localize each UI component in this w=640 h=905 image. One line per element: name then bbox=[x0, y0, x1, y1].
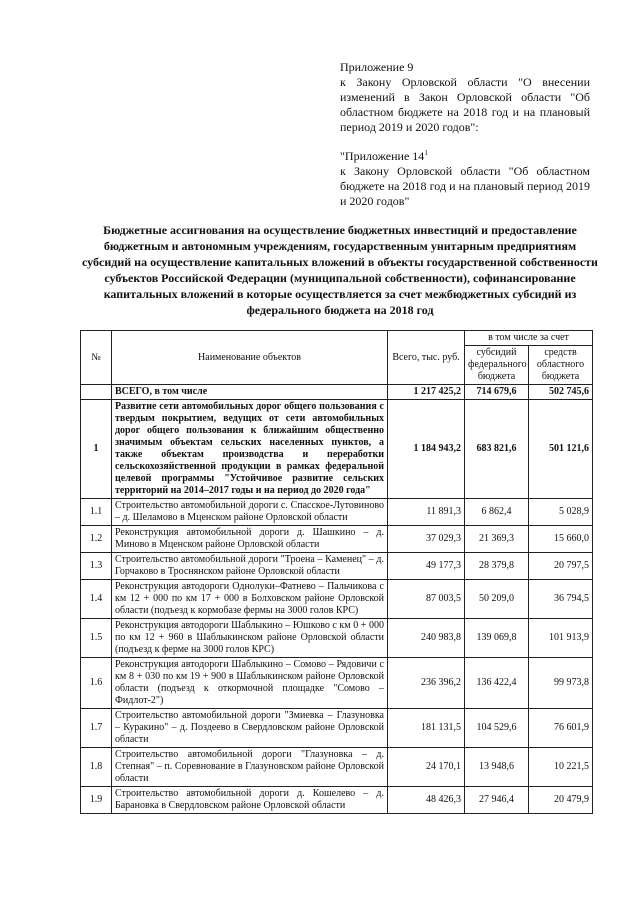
table-row bbox=[81, 526, 593, 553]
total-row bbox=[81, 385, 593, 400]
table-row bbox=[81, 787, 593, 814]
appendix-subtitle bbox=[340, 149, 590, 164]
row-regional: 20 479,9 bbox=[529, 787, 593, 814]
appendix-subtext: к Закону Орловской области "Об областном бюджете на 2018 год и на плановый период 2019 и 2020 годов" bbox=[340, 164, 590, 208]
row-total: 48 426,3 bbox=[388, 787, 465, 814]
budget-table bbox=[80, 330, 593, 814]
row-total: 240 983,8 bbox=[388, 619, 465, 658]
appendix-text: к Закону Орловской области "О внесении изменений в Закон Орловской области "Об областном бюджете на 2018 год и на плановый период 2019 и 2020 годов": bbox=[340, 75, 590, 134]
table-header-row bbox=[81, 331, 593, 346]
header-regional: средств областного бюджета bbox=[529, 346, 593, 385]
table-row bbox=[81, 658, 593, 709]
row-regional: 15 660,0 bbox=[529, 526, 593, 553]
row-regional: 76 601,9 bbox=[529, 709, 593, 748]
table-row bbox=[81, 580, 593, 619]
table-row bbox=[81, 709, 593, 748]
total-name: ВСЕГО, в том числе bbox=[112, 385, 388, 400]
header-federal: субсидий федерального бюджета bbox=[465, 346, 529, 385]
section-name: Развитие сети автомобильных дорог общего пользования с твердым покрытием, ведущих от сети автомобильных дорог общего пользования к ближайшим общественно значимым объектам сельских населенных пунктов, а также объектам производства и переработки сельскохозяйственной продукции в рамках федеральной целевой программы "Устойчивое развитие сельских территорий на 2014–2017 годы и на период до 2020 года" bbox=[112, 400, 388, 499]
row-num: 1.4 bbox=[81, 580, 112, 619]
row-total: 236 396,2 bbox=[388, 658, 465, 709]
row-regional: 5 028,9 bbox=[529, 499, 593, 526]
row-total: 11 891,3 bbox=[388, 499, 465, 526]
table-row bbox=[81, 619, 593, 658]
header-total: Всего, тыс. руб. bbox=[388, 331, 465, 385]
row-num: 1.3 bbox=[81, 553, 112, 580]
row-num: 1.1 bbox=[81, 499, 112, 526]
table-row bbox=[81, 553, 593, 580]
row-name: Реконструкция автодороги Шаблыкино – Юшково с км 0 + 000 по км 12 + 960 в Шаблыкинском районе Орловской области (подъезд к ферме на 3000 голов КРС) bbox=[112, 619, 388, 658]
section-row bbox=[81, 400, 593, 499]
row-name: Строительство автомобильной дороги "Змиевка – Глазуновка – Куракино" – д. Поздеево в Свердловском районе Орловской области bbox=[112, 709, 388, 748]
row-num: 1.2 bbox=[81, 526, 112, 553]
total-total: 1 217 425,2 bbox=[388, 385, 465, 400]
row-name: Строительство автомобильной дороги с. Спасское-Лутовиново – д. Шеламово в Мценском районе Орловской области bbox=[112, 499, 388, 526]
row-federal: 21 369,3 bbox=[465, 526, 529, 553]
total-federal: 714 679,6 bbox=[465, 385, 529, 400]
row-name: Строительство автомобильной дороги "Глазуновка – д. Степная" – п. Соревнование в Глазуновском районе Орловской области bbox=[112, 748, 388, 787]
section-total: 1 184 943,2 bbox=[388, 400, 465, 499]
row-federal: 50 209,0 bbox=[465, 580, 529, 619]
row-num: 1.7 bbox=[81, 709, 112, 748]
row-num: 1.9 bbox=[81, 787, 112, 814]
row-federal: 6 862,4 bbox=[465, 499, 529, 526]
row-regional: 36 794,5 bbox=[529, 580, 593, 619]
row-name: Реконструкция автомобильной дороги д. Шашкино – д. Миново в Мценском районе Орловской области bbox=[112, 526, 388, 553]
appendix-subtitle-text: "Приложение 14 bbox=[340, 149, 425, 163]
section-num: 1 bbox=[81, 400, 112, 499]
row-num: 1.8 bbox=[81, 748, 112, 787]
table-row bbox=[81, 499, 593, 526]
header-name: Наименование объектов bbox=[112, 331, 388, 385]
total-regional: 502 745,6 bbox=[529, 385, 593, 400]
row-total: 49 177,3 bbox=[388, 553, 465, 580]
row-federal: 27 946,4 bbox=[465, 787, 529, 814]
row-regional: 20 797,5 bbox=[529, 553, 593, 580]
table-row bbox=[81, 748, 593, 787]
row-regional: 99 973,8 bbox=[529, 658, 593, 709]
row-name: Реконструкция автодороги Шаблыкино – Сомово – Рядовичи с км 8 + 030 по км 19 + 900 в Шаблыкинском районе Орловской области (подъезд к откормочной площадке "Сомово – Фидлот-2") bbox=[112, 658, 388, 709]
section-regional: 501 121,6 bbox=[529, 400, 593, 499]
row-num: 1.5 bbox=[81, 619, 112, 658]
row-federal: 136 422,4 bbox=[465, 658, 529, 709]
row-regional: 10 221,5 bbox=[529, 748, 593, 787]
row-name: Строительство автомобильной дороги "Троена – Каменец" – д. Горчаково в Троснянском районе Орловской области bbox=[112, 553, 388, 580]
row-total: 24 170,1 bbox=[388, 748, 465, 787]
appendix-subtitle-sup: 1 bbox=[424, 149, 428, 157]
header-incl: в том числе за счет bbox=[465, 331, 593, 346]
appendix-title: Приложение 9 bbox=[340, 60, 414, 74]
row-federal: 104 529,6 bbox=[465, 709, 529, 748]
row-total: 87 003,5 bbox=[388, 580, 465, 619]
document-title: Бюджетные ассигнования на осуществление бюджетных инвестиций и предоставление бюджетным и автономным учреждениям, государственным унитарным предприятиям субсидий на осуществление капитальных вложений в объекты государственной собственности субъектов Российской Федерации (муниципальной собственности), софинансирование капитальных вложений в которые осуществляется за счет межбюджетных субсидий из федерального бюджета на 2018 год bbox=[82, 223, 598, 317]
row-federal: 13 948,6 bbox=[465, 748, 529, 787]
row-federal: 139 069,8 bbox=[465, 619, 529, 658]
row-name: Реконструкция автодороги Однолуки–Фатнево – Пальчикова с км 12 + 000 по км 17 + 000 в Болховском районе Орловской области (подъезд к кормобазе фермы на 3000 голов КРС) bbox=[112, 580, 388, 619]
row-federal: 28 379,8 bbox=[465, 553, 529, 580]
row-regional: 101 913,9 bbox=[529, 619, 593, 658]
row-name: Строительство автомобильной дороги д. Кошелево – д. Барановка в Свердловском районе Орловской области bbox=[112, 787, 388, 814]
row-num: 1.6 bbox=[81, 658, 112, 709]
header-num: № bbox=[81, 331, 112, 385]
row-total: 181 131,5 bbox=[388, 709, 465, 748]
row-total: 37 029,3 bbox=[388, 526, 465, 553]
total-num bbox=[81, 385, 112, 400]
section-federal: 683 821,6 bbox=[465, 400, 529, 499]
appendix-header bbox=[340, 60, 590, 209]
